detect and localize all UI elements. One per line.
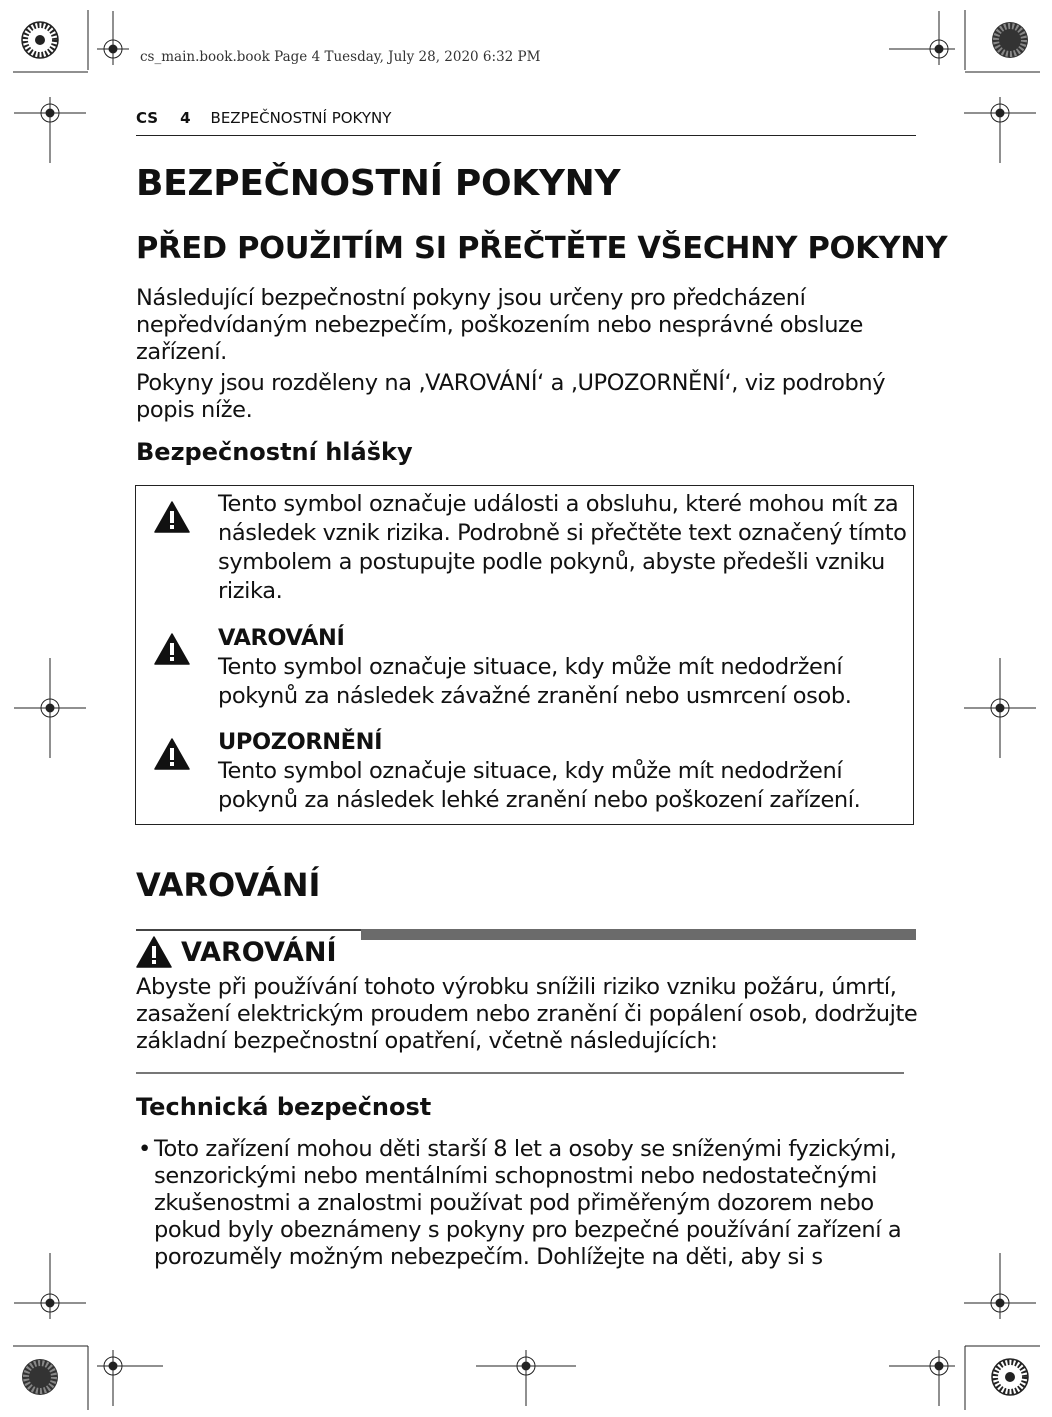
page-number: 4 bbox=[180, 109, 191, 127]
notice-item bbox=[218, 490, 918, 606]
page-subtitle: PŘED POUŽITÍM SI PŘEČTĚTE VŠECHNY POKYNY bbox=[136, 231, 948, 266]
notice-item bbox=[218, 728, 918, 815]
notice-title: UPOZORNĚNÍ bbox=[218, 729, 383, 755]
warning-triangle-icon bbox=[154, 633, 190, 665]
print-slug: cs_main.book.book Page 4 Tuesday, July 28, 2020 6:32 PM bbox=[140, 49, 541, 65]
notice-text: Tento symbol označuje situace, kdy může mít nedodržení pokynů za následek závažné zranění nebo usmrcení osob. bbox=[218, 654, 852, 709]
notice-text: Tento symbol označuje události a obsluhu, které mohou mít za následek vznik rizika. Podrobně si přečtěte text označený tímto symbolem a postupujte podle pokynů, abyste předešli vzniku rizika. bbox=[218, 491, 907, 604]
intro-paragraph: Následující bezpečnostní pokyny jsou určeny pro předcházení nepředvídaným nebezpečím, poškozením nebo nesprávné obsluze zařízení. bbox=[136, 285, 863, 365]
bullet-icon: • bbox=[138, 1136, 151, 1162]
safety-messages-heading: Bezpečnostní hlášky bbox=[136, 438, 413, 466]
bullet-text: Toto zařízení mohou děti starší 8 let a osoby se sníženými fyzickými, senzorickými nebo mentálními schopnostmi nebo nedostatečnými zkušenostmi a znalostmi používat pod přiměřeným dozorem nebo pokud byly obeznámeny s pokyny pro bezpečné používání zařízení a porozuměly možným nebezpečím. Dohlížejte na děti, aby si s bbox=[154, 1136, 902, 1270]
notice-title: VAROVÁNÍ bbox=[218, 625, 345, 651]
warning-triangle-icon bbox=[136, 936, 172, 968]
running-head bbox=[136, 109, 916, 136]
warning-triangle-icon bbox=[154, 738, 190, 770]
warning-banner bbox=[136, 936, 337, 968]
technical-safety-heading: Technická bezpečnost bbox=[136, 1093, 432, 1121]
notice-text: Tento symbol označuje situace, kdy může mít nedodržení pokynů za následek lehké zranění nebo poškození zařízení. bbox=[218, 758, 861, 813]
warning-banner-label: VAROVÁNÍ bbox=[181, 936, 337, 968]
language-code: CS bbox=[136, 109, 159, 127]
warning-banner-bar bbox=[361, 929, 916, 940]
divider bbox=[136, 1072, 904, 1074]
running-head-section: BEZPEČNOSTNÍ POKYNY bbox=[210, 109, 392, 127]
page-title: BEZPEČNOSTNÍ POKYNY bbox=[136, 163, 621, 204]
warning-text: Abyste při používání tohoto výrobku snížili riziko vzniku požáru, úmrtí, zasažení elektrickým proudem nebo zranění či popálení osob, dodržujte základní bezpečnostní opatření, včetně následujících: bbox=[136, 974, 918, 1054]
intro-paragraph: Pokyny jsou rozděleny na ‚VAROVÁNÍ‘ a ‚UPOZORNĚNÍ‘, viz podrobný popis níže. bbox=[136, 370, 886, 423]
warning-section-heading: VAROVÁNÍ bbox=[136, 866, 321, 904]
notice-item bbox=[218, 624, 918, 711]
warning-triangle-icon bbox=[154, 501, 190, 533]
